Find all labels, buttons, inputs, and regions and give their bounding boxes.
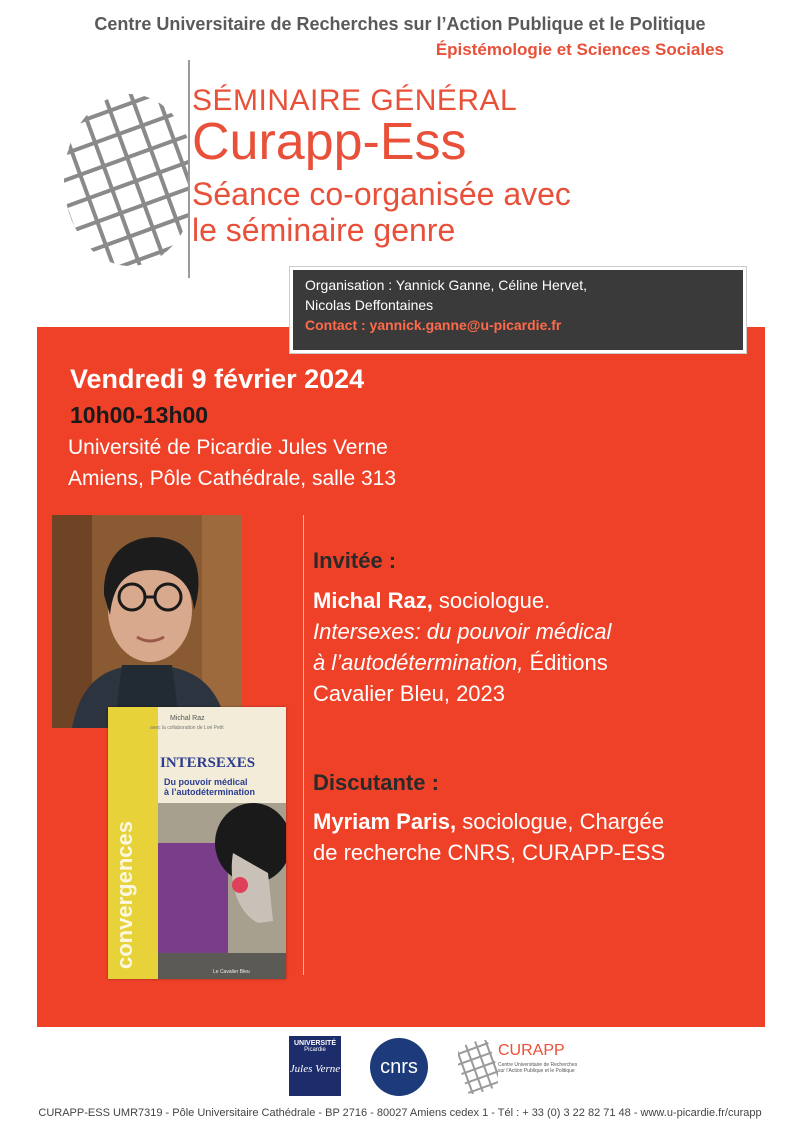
book-publisher: Le Cavalier Bleu [213,969,250,975]
book-cover [108,707,286,979]
event-location [68,432,396,494]
seminar-subtitle [192,176,571,248]
discussant-heading [313,767,439,798]
discussant-name: Myriam Paris, [313,809,457,834]
upjv-logo-line2: Picardie [304,1047,326,1053]
location-line2: Amiens, Pôle Cathédrale, salle 313 [68,467,397,490]
seminar-label: SÉMINAIRE GÉNÉRAL [192,84,518,117]
guest-info [313,585,611,709]
guest-book-title-line2: à l’autodétermination, [313,650,524,675]
globe-grid-icon [60,88,190,268]
location-line1: Université de Picardie Jules Verne [68,436,388,459]
book-collab: avec la collaboration de Loé Petit [150,725,224,731]
curapp-logo-sub2: sur l’Action Publique et le Politique [498,1068,575,1074]
book-title: INTERSEXES [160,755,256,771]
guest-role: sociologue. [432,588,551,613]
guest-publisher-line1: Éditions [523,650,608,675]
seminar-subtitle-line2: le séminaire genre [192,212,456,248]
discussant-role-line2: de recherche CNRS, CURAPP-ESS [313,840,666,865]
book-subtitle-line2: à l’autodétermination [164,787,256,797]
guest-book-title-line1: Intersexes: du pouvoir médical [313,619,612,644]
guest-name-line [313,585,611,616]
discussant-heading-text: Discutante : [313,770,439,795]
upjv-logo [289,1036,341,1096]
header-subtitle: Épistémologie et Sciences Sociales [435,40,724,59]
book-illustration [158,803,286,979]
guest-portrait-photo [52,515,242,728]
upjv-logo-line3: Jules Verne [289,1063,341,1075]
content-divider [303,515,304,975]
book-subtitle-line1: Du pouvoir médical [164,777,248,787]
guest-book-line2 [313,647,611,678]
header-title: Centre Universitaire de Recherches sur l’Action Publique et le Politique [94,14,706,34]
organisation-line1: Organisation : Yannick Ganne, Céline Hervet, [305,277,587,293]
organisation-line2: Nicolas Deffontaines [305,297,434,313]
book-subtitle [164,777,255,797]
guest-heading-text: Invitée : [313,548,397,573]
discussant-info [313,806,665,868]
cnrs-logo: cnrs [370,1038,428,1096]
curapp-logo-text: CURAPP [498,1042,565,1059]
curapp-logo [458,1040,598,1096]
seminar-subtitle-line1: Séance co-organisée avec [192,176,571,212]
seminar-name: Curapp-Ess [192,113,467,171]
guest-heading [313,545,396,576]
curapp-logo-sub1: Centre Universitaire de Recherches [498,1062,578,1068]
footer-address: CURAPP-ESS UMR7319 - Pôle Universitaire Cathédrale - BP 2716 - 80027 Amiens cedex 1 - Tél : + 33 (0) 3 22 82 71 48 - www.u-picardie.fr/curapp [38,1107,762,1119]
guest-name: Michal Raz, [313,588,433,613]
header-divider [188,60,190,278]
book-series: convergences [112,821,137,969]
event-date: Vendredi 9 février 2024 [70,364,365,394]
book-author: Michal Raz [170,715,205,722]
curapp-globe-icon [458,1040,498,1094]
organisation-box [290,267,746,353]
guest-publisher-line2: Cavalier Bleu, 2023 [313,681,506,706]
contact-email[interactable]: Contact : yannick.ganne@u-picardie.fr [305,317,562,333]
event-time: 10h00-13h00 [70,402,209,428]
discussant-role-line1: sociologue, Chargée [456,809,664,834]
discussant-line1 [313,806,665,837]
upjv-logo-line1: UNIVERSITÉ [293,1040,336,1047]
